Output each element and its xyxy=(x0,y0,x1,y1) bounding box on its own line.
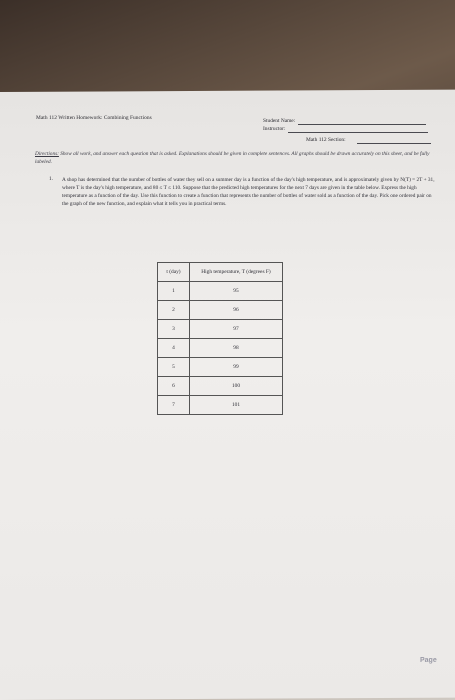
cell-day: 1 xyxy=(158,282,190,301)
directions-text: Show all work, and answer each question that is asked. Explanations should be given in complete sentences. All graphs should be drawn accurately on this sheet, and be fully labeled. xyxy=(35,151,430,165)
cell-temp: 98 xyxy=(190,339,283,358)
table-row xyxy=(158,377,283,396)
course-title: Math 112 Written Homework: Combining Functions xyxy=(36,115,152,121)
header-temperature: High temperature, T (degrees F) xyxy=(190,263,283,282)
cell-temp: 95 xyxy=(190,282,283,301)
page-label: Page xyxy=(420,657,437,664)
student-name-line xyxy=(298,124,426,125)
cell-day: 2 xyxy=(158,301,190,320)
temperature-table xyxy=(157,262,283,415)
table-row xyxy=(158,320,283,339)
section-line xyxy=(357,143,431,144)
directions xyxy=(35,151,431,166)
student-name-label: Student Name: xyxy=(263,118,296,124)
instructor-line xyxy=(288,132,428,133)
header-day: t (day) xyxy=(158,263,190,282)
cell-temp: 100 xyxy=(190,377,283,396)
table-row xyxy=(158,301,283,320)
cell-day: 6 xyxy=(158,377,190,396)
table-row xyxy=(158,339,283,358)
section-label: Math 112 Section: xyxy=(306,137,346,143)
cell-day: 3 xyxy=(158,320,190,339)
instructor-label: Instructor: xyxy=(263,126,286,132)
cell-temp: 101 xyxy=(190,396,283,415)
table-row xyxy=(158,358,283,377)
directions-label: Directions: xyxy=(35,151,59,157)
cell-day: 4 xyxy=(158,339,190,358)
table-row xyxy=(158,396,283,415)
cell-temp: 99 xyxy=(190,358,283,377)
cell-day: 5 xyxy=(158,358,190,377)
table-row xyxy=(158,282,283,301)
cell-temp: 97 xyxy=(190,320,283,339)
cell-day: 7 xyxy=(158,396,190,415)
table-header-row xyxy=(158,263,283,282)
question-number: 1. xyxy=(49,176,53,182)
problem-text: A shop has determined that the number of bottles of water they sell on a summer day is a function of the day's high temperature, and is approximately given by N(T) = 2T + 31, where T is the day's high temperature, and 80 ≤ T ≤ 110. Suppose that the predicted high temperatures for the next 7 days are given in the table below. Express the high temperature as a function of the day. Use this function to create a function that represents the number of bottles of water sold as a function of the day. Pick one ordered pair on the graph of the new function, and explain what it tells you in practical terms. xyxy=(62,177,435,208)
cell-temp: 96 xyxy=(190,301,283,320)
